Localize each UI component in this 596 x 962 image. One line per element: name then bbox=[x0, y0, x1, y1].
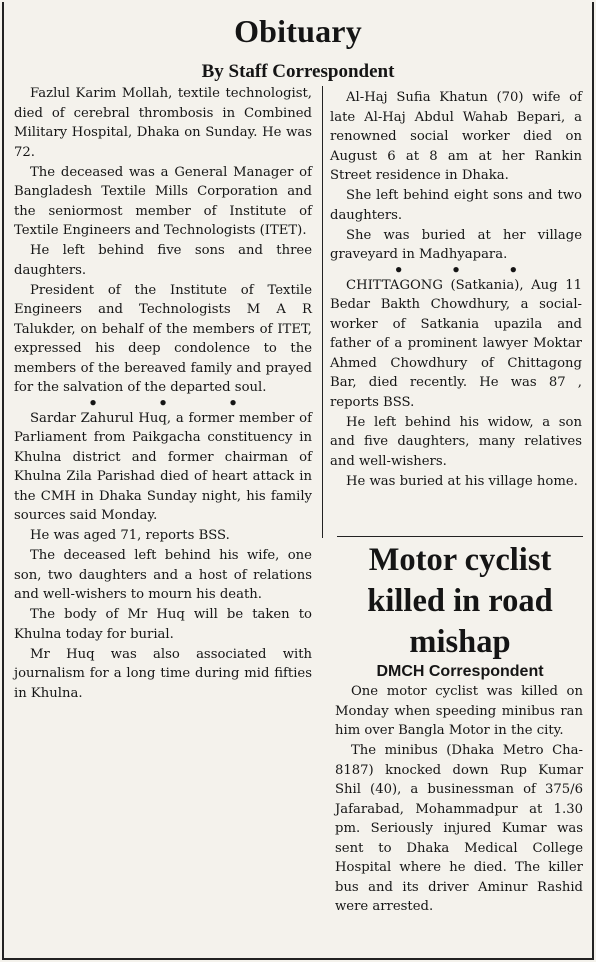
separator-dot: • bbox=[508, 260, 519, 279]
obituary-khatun-paragraph: She left behind eight sons and two daughters. bbox=[330, 188, 582, 223]
section-separator bbox=[330, 260, 582, 279]
obituary-chowdhury-paragraph: CHITTAGONG (Satkania), Aug 11 Bedar Bakth Chowdhury, a social-worker of Satkania upazila and father of a prominent lawyer Moktar Ahmed Chowdhury of Chittagong Bar, died recently. He was 87 , reports BSS. bbox=[330, 277, 582, 410]
obituary-mollah-paragraph: He left behind five sons and three daughters. bbox=[14, 243, 312, 278]
obituary-mollah-paragraph: Fazlul Karim Mollah, textile technologist, died of cerebral thrombosis in Combined Military Hospital, Dhaka on Sunday. He was 72. bbox=[14, 86, 312, 160]
article-divider bbox=[337, 536, 583, 537]
section-separator bbox=[14, 393, 312, 412]
motor-cyclist-headline: Motor cyclist killed in road mishap bbox=[367, 542, 553, 660]
obituary-huq-paragraph: Sardar Zahurul Huq, a former member of Parliament from Paikgacha constituency in Khulna district and former chairman of Khulna Zila Parishad died of heart attack in the CMH in Dhaka Sunday night, his family sources said Monday. bbox=[14, 410, 312, 523]
left-border bbox=[2, 2, 4, 960]
separator-dot: • bbox=[228, 393, 238, 412]
obituary-khatun-paragraph: She was buried at her village graveyard in Madhyapara. bbox=[330, 227, 582, 262]
obituary-chowdhury-paragraph: He was buried at his village home. bbox=[346, 473, 578, 489]
article-paragraph: One motor cyclist was killed on Monday when speeding minibus ran him over Bangla Motor in the city. bbox=[335, 684, 583, 738]
obituary-huq-paragraph: He was aged 71, reports BSS. bbox=[30, 528, 230, 543]
obituary-huq-paragraph: The body of Mr Huq will be taken to Khulna today for burial. bbox=[14, 607, 312, 642]
obituary-chowdhury-paragraph: He left behind his widow, a son and five daughters, many relatives and well-wishers. bbox=[330, 414, 582, 469]
bottom-border bbox=[2, 958, 594, 960]
obituary-khatun-paragraph: Al-Haj Sufia Khatun (70) wife of late Al-Haj Abdul Wahab Bepari, a renowned social worker died on August 6 at 8 am at her Rankin Street residence in Dhaka. bbox=[330, 90, 582, 183]
obituary-mollah-paragraph: President of the Institute of Textile Engineers and Technologists M A R Talukder, on behalf of the members of ITET, expressed his deep condolence to the members of the bereaved family and prayed for the salvation of the departed soul. bbox=[14, 282, 312, 395]
separator-dot: • bbox=[393, 260, 404, 279]
column-divider bbox=[322, 86, 323, 538]
separator-dot: • bbox=[88, 393, 98, 412]
motor-cyclist-article bbox=[335, 682, 583, 917]
dmch-byline: DMCH Correspondent bbox=[376, 663, 544, 680]
page-title: Obituary bbox=[234, 13, 362, 49]
obituary-mollah-paragraph: The deceased was a General Manager of Bangladesh Textile Mills Corporation and the seniormost member of Institute of Textile Engineers and Technologists (ITET). bbox=[14, 164, 312, 238]
right-border bbox=[592, 2, 594, 960]
byline: By Staff Correspondent bbox=[201, 61, 395, 82]
obituary-huq-paragraph: Mr Huq was also associated with journalism for a long time during mid fifties in Khulna. bbox=[14, 646, 312, 701]
separator-dot: • bbox=[451, 260, 461, 279]
separator-dot: • bbox=[158, 393, 168, 412]
left-column bbox=[14, 84, 312, 703]
right-column bbox=[330, 88, 582, 491]
article-paragraph: The minibus (Dhaka Metro Cha-8187) knocked down Rup Kumar Shil (40), a businessman of 375/6 Jafarabad, Mohammadpur at 1.30 pm. Seriously injured Kumar was sent to Dhaka Medical College Hospital where he died. The killer bus and its driver Aminur Rashid were arrested. bbox=[335, 743, 583, 914]
obituary-huq-paragraph: The deceased left behind his wife, one son, two daughters and a host of relations and well-wishers to mourn his death. bbox=[14, 548, 312, 602]
